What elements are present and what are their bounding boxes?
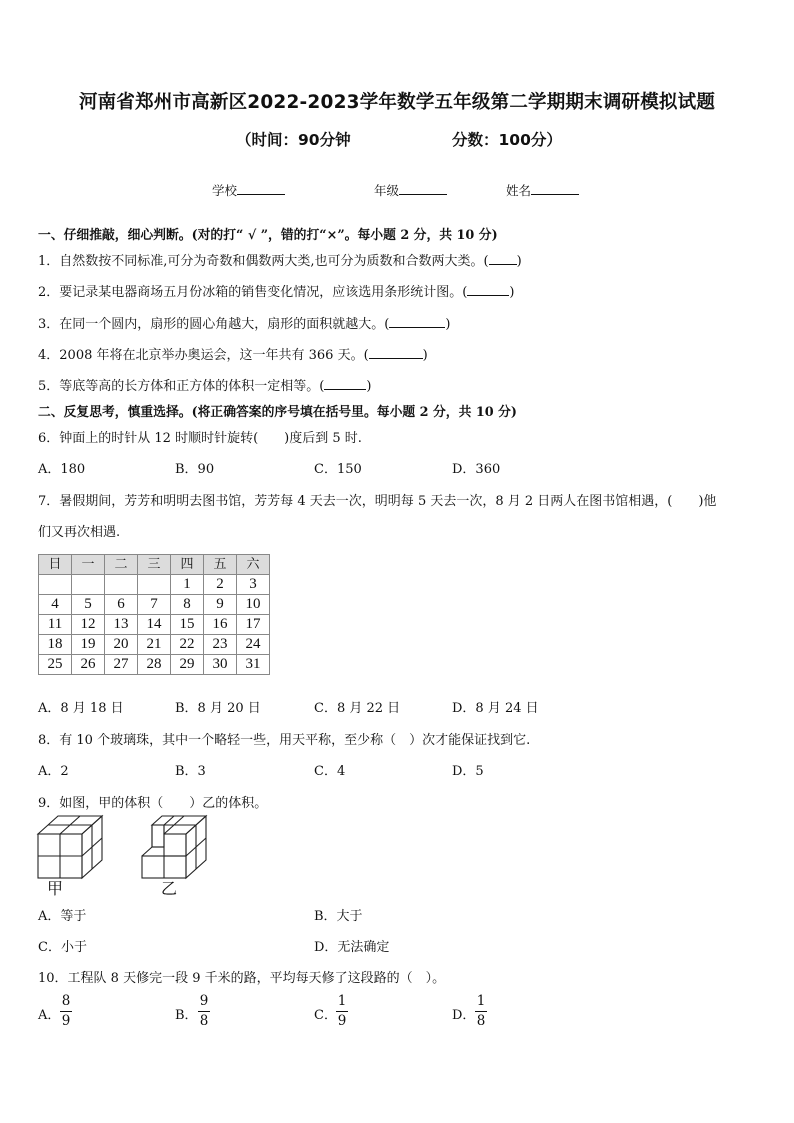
q8-option-b[interactable]: B．3 (175, 764, 206, 779)
question-9: 9．如图，甲的体积（ ）乙的体积。 (38, 796, 268, 811)
calendar-cell: 20 (105, 635, 138, 655)
exam-score: 分数：100分） (452, 131, 562, 149)
q7-option-c[interactable]: C．8 月 22 日 (314, 701, 401, 716)
calendar-table (38, 554, 270, 675)
q9-option-c[interactable]: C．小于 (38, 940, 87, 955)
calendar-cell: 21 (138, 635, 171, 655)
calendar-row (39, 635, 270, 655)
answer-blank-5[interactable] (324, 377, 366, 390)
q9-option-d[interactable]: D．无法确定 (314, 940, 390, 955)
name-label: 姓名 (506, 183, 532, 198)
calendar-cell: 30 (204, 655, 237, 675)
calendar-cell: 14 (138, 615, 171, 635)
calendar-cell: 5 (72, 595, 105, 615)
question-7-line1: 7．暑假期间，芳芳和明明去图书馆，芳芳每 4 天去一次，明明每 5 天去一次，8 月 2 日两人在图书馆相遇，( )他 (38, 494, 717, 509)
q8-option-a[interactable]: A．2 (38, 764, 69, 779)
question-4: 4．2008 年将在北京举办奥运会，这一年共有 366 天。( ) (38, 348, 428, 363)
calendar-cell: 12 (72, 615, 105, 635)
q10-option-b[interactable]: B． (175, 1008, 198, 1023)
q10-option-c[interactable]: C． (314, 1008, 337, 1023)
q10-fraction-b: 9 8 (199, 993, 209, 1029)
section1-heading: 一、仔细推敲，细心判断。(对的打“ √ ”，错的打“×”。每小题 2 分，共 10 分) (38, 228, 498, 243)
q7-option-b[interactable]: B．8 月 20 日 (175, 701, 261, 716)
calendar-cell: 25 (39, 655, 72, 675)
q7-option-d[interactable]: D．8 月 24 日 (452, 701, 539, 716)
calendar-cell: 17 (237, 615, 270, 635)
q10-option-d[interactable]: D． (452, 1008, 476, 1023)
q9-option-a[interactable]: A．等于 (38, 909, 87, 924)
weekday-header: 一 (72, 555, 105, 575)
calendar-cell (138, 575, 171, 595)
exam-time: （时间：90分钟 (236, 131, 351, 149)
name-field[interactable] (506, 181, 579, 199)
calendar-cell: 16 (204, 615, 237, 635)
calendar-cell: 24 (237, 635, 270, 655)
figure-label-jia: 甲 (47, 879, 64, 898)
question-5: 5．等底等高的长方体和正方体的体积一定相等。( ) (38, 379, 372, 394)
q6-option-b[interactable]: B．90 (175, 462, 215, 477)
calendar-row (39, 595, 270, 615)
calendar-cell (72, 575, 105, 595)
calendar-cell: 15 (171, 615, 204, 635)
grade-field[interactable] (374, 181, 447, 199)
answer-blank-3[interactable] (389, 315, 445, 328)
question-10: 10．工程队 8 天修完一段 9 千米的路，平均每天修了这段路的（ ）。 (38, 971, 446, 986)
calendar-cell: 31 (237, 655, 270, 675)
calendar-cell: 1 (171, 575, 204, 595)
calendar-cell: 23 (204, 635, 237, 655)
grade-label: 年级 (374, 183, 400, 198)
calendar-cell: 6 (105, 595, 138, 615)
weekday-header: 四 (171, 555, 204, 575)
calendar-cell: 10 (237, 595, 270, 615)
calendar-cell: 3 (237, 575, 270, 595)
calendar-cell: 9 (204, 595, 237, 615)
calendar-cell: 22 (171, 635, 204, 655)
q7-option-a[interactable]: A．8 月 18 日 (38, 701, 124, 716)
weekday-header: 日 (39, 555, 72, 575)
calendar-cell: 2 (204, 575, 237, 595)
question-7-line2: 们又再次相遇. (38, 525, 121, 540)
q6-option-c[interactable]: C．150 (314, 462, 362, 477)
answer-blank-2[interactable] (467, 283, 509, 296)
calendar-row (39, 655, 270, 675)
cube-figure-yi (140, 814, 210, 880)
school-label: 学校 (212, 183, 238, 198)
answer-blank-4[interactable] (369, 346, 423, 359)
question-1: 1．自然数按不同标准,可分为奇数和偶数两大类,也可分为质数和合数两大类。( ) (38, 254, 522, 269)
question-2: 2．要记录某电器商场五月份冰箱的销售变化情况，应该选用条形统计图。( ) (38, 285, 515, 300)
weekday-header: 五 (204, 555, 237, 575)
calendar-cell (105, 575, 138, 595)
question-8: 8．有 10 个玻璃珠，其中一个略轻一些，用天平称，至少称（ ）次才能保证找到它. (38, 733, 531, 748)
question-3: 3．在同一个圆内，扇形的圆心角越大，扇形的面积就越大。( ) (38, 317, 451, 332)
calendar-cell: 11 (39, 615, 72, 635)
school-field[interactable] (212, 181, 285, 199)
weekday-header: 三 (138, 555, 171, 575)
q6-option-a[interactable]: A．180 (38, 462, 86, 477)
q8-option-c[interactable]: C．4 (314, 764, 346, 779)
calendar-header-row (39, 555, 270, 575)
q10-fraction-a: 8 9 (61, 993, 71, 1029)
weekday-header: 六 (237, 555, 270, 575)
weekday-header: 二 (105, 555, 138, 575)
q10-fraction-d: 1 8 (476, 993, 486, 1029)
calendar-cell: 27 (105, 655, 138, 675)
calendar-row (39, 615, 270, 635)
calendar-cell: 26 (72, 655, 105, 675)
calendar-cell: 28 (138, 655, 171, 675)
calendar-cell: 13 (105, 615, 138, 635)
calendar-cell: 8 (171, 595, 204, 615)
page-title: 河南省郑州市高新区2022-2023学年数学五年级第二学期期末调研模拟试题 (78, 92, 716, 113)
calendar-cell: 4 (39, 595, 72, 615)
figure-label-yi: 乙 (161, 879, 178, 898)
cube-figure-jia (36, 814, 106, 880)
q10-option-a[interactable]: A． (38, 1008, 61, 1023)
calendar-row (39, 575, 270, 595)
section2-heading: 二、反复思考，慎重选择。(将正确答案的序号填在括号里。每小题 2 分，共 10 分) (38, 405, 517, 420)
q6-option-d[interactable]: D．360 (452, 462, 501, 477)
q8-option-d[interactable]: D．5 (452, 764, 484, 779)
question-6: 6．钟面上的时针从 12 时顺时针旋转( )度后到 5 时. (38, 431, 362, 446)
q10-fraction-c: 1 9 (337, 993, 347, 1029)
calendar-cell: 7 (138, 595, 171, 615)
calendar-cell: 29 (171, 655, 204, 675)
calendar-cell: 18 (39, 635, 72, 655)
calendar-cell (39, 575, 72, 595)
calendar-cell: 19 (72, 635, 105, 655)
q9-option-b[interactable]: B．大于 (314, 909, 363, 924)
answer-blank-1[interactable] (489, 252, 517, 265)
